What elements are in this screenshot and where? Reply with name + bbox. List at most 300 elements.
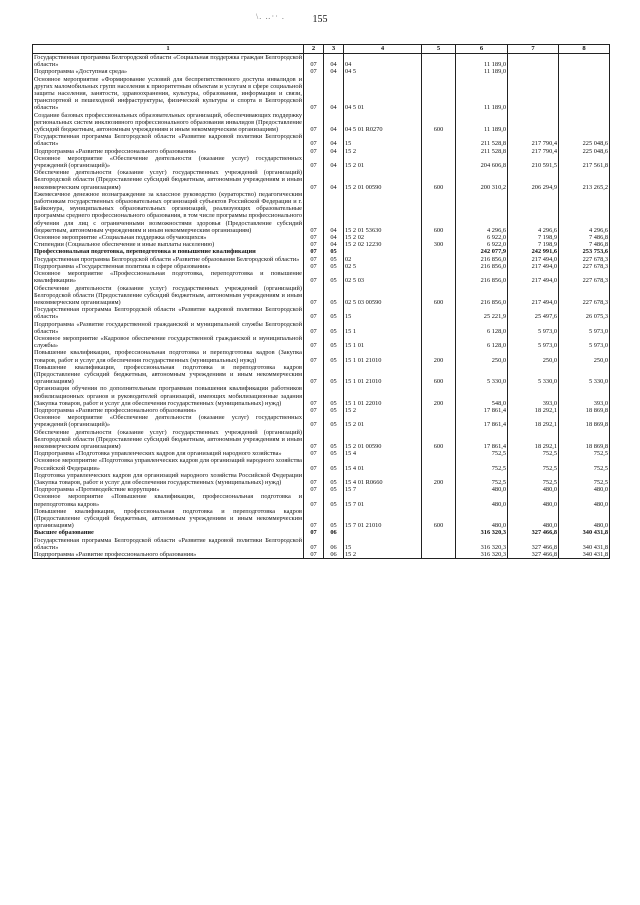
row-name-cell: Основное мероприятие «Обеспечение деятельности (оказание услуг) государственных учреждений (организаций)»: [34, 414, 302, 429]
amount-year3-cell: 213 265,2: [559, 169, 610, 191]
row-name-cell: Основное мероприятие «Подготовка управленческих кадров для организаций народного хозяйства Российской Федерации»: [34, 457, 302, 472]
subsection-code-cell: 05: [324, 508, 344, 530]
target-article-cell: 15 1 01 22010: [344, 385, 422, 407]
amount-year2-cell: [508, 54, 559, 69]
amount-year2-cell: 217 494,0: [508, 285, 559, 307]
amount-year3-cell: 227 678,3: [559, 285, 610, 307]
row-name-cell: Высшее образование: [33, 529, 304, 536]
column-header: 4: [344, 45, 422, 54]
amount-year2-cell: 217 494,0: [508, 263, 559, 270]
amount-year2-cell: 752,5: [508, 450, 559, 457]
amount-year3-cell: 18 869,8: [559, 407, 610, 414]
table-header-row: [33, 45, 610, 54]
section-code-cell: 07: [304, 263, 324, 270]
expense-type-cell: [422, 486, 456, 493]
target-article-cell: 15 2 01 00590: [344, 169, 422, 191]
column-header: 7: [508, 45, 559, 54]
section-code-cell: 07: [304, 407, 324, 414]
expense-type-cell: [422, 450, 456, 457]
expense-type-cell: 600: [422, 285, 456, 307]
amount-year2-cell: 327 466,8: [508, 551, 559, 559]
column-header: 3: [324, 45, 344, 54]
amount-year2-cell: 18 292,1: [508, 414, 559, 428]
subsection-code-cell: 04: [324, 241, 344, 248]
subsection-code-cell: 04: [324, 133, 344, 147]
target-article-cell: 15 1: [344, 321, 422, 335]
expense-type-cell: 200: [422, 349, 456, 363]
amount-year3-cell: 4 296,6: [559, 191, 610, 234]
amount-year1-cell: 204 606,8: [456, 155, 508, 169]
amount-year2-cell: 18 292,1: [508, 429, 559, 451]
row-name-cell: Профессиональная подготовка, переподготовка и повышение квалификации: [33, 248, 304, 255]
amount-year1-cell: 6 922,0: [456, 234, 508, 241]
section-code-cell: 07: [304, 241, 324, 248]
amount-year2-cell: 242 991,6: [508, 248, 559, 255]
row-name-cell: Основное мероприятие «Кадровое обеспечение государственной гражданской и муниципальной службы»: [34, 334, 302, 350]
amount-year3-cell: 340 431,8: [559, 537, 610, 551]
amount-year2-cell: [508, 76, 559, 112]
expense-type-cell: [422, 414, 456, 428]
table-row: [33, 529, 610, 536]
amount-year3-cell: 227 678,3: [559, 270, 610, 284]
expense-type-cell: [422, 248, 456, 255]
section-code-cell: 07: [304, 335, 324, 349]
target-article-cell: 15 2 01 53630: [344, 191, 422, 234]
section-code-cell: 07: [304, 472, 324, 486]
table-row: [33, 551, 610, 559]
amount-year2-cell: 327 466,8: [508, 529, 559, 536]
row-name-cell: Государственная программа Белгородской области «Развитие кадровой политики Белгородской области»: [34, 133, 302, 148]
section-code-cell: 07: [304, 414, 324, 428]
target-article-cell: 15 1 01 21010: [344, 349, 422, 363]
row-name-cell: Подпрограмма «Доступная среда»: [33, 68, 304, 75]
amount-year3-cell: 340 431,8: [559, 529, 610, 536]
section-code-cell: 07: [304, 457, 324, 471]
subsection-code-cell: 04: [324, 155, 344, 169]
amount-year3-cell: 26 075,3: [559, 306, 610, 320]
amount-year1-cell: 6 922,0: [456, 241, 508, 248]
amount-year3-cell: 5 330,0: [559, 364, 610, 386]
amount-year2-cell: 7 198,9: [508, 241, 559, 248]
row-name-cell: Подпрограмма «Государственная политика в сфере образования»: [33, 263, 304, 270]
expense-type-cell: [422, 321, 456, 335]
target-article-cell: 02: [344, 256, 422, 263]
subsection-code-cell: 05: [324, 270, 344, 284]
amount-year2-cell: 250,0: [508, 349, 559, 363]
amount-year1-cell: 316 320,3: [456, 551, 508, 559]
subsection-code-cell: 05: [324, 407, 344, 414]
column-header: 1: [33, 45, 304, 54]
target-article-cell: 15 2 02: [344, 234, 422, 241]
row-name-cell: Повышение квалификации, профессиональная подготовка и переподготовка кадров (Предоставление субсидий бюджетным, автономным учреждениям и иным некоммерческим организациям): [34, 363, 302, 386]
amount-year3-cell: 340 431,8: [559, 551, 610, 559]
row-name-cell: Подпрограмма «Развитие профессионального образования»: [33, 551, 304, 559]
column-header: 5: [422, 45, 456, 54]
amount-year1-cell: 216 856,0: [456, 256, 508, 263]
expense-type-cell: 600: [422, 429, 456, 451]
subsection-code-cell: 05: [324, 349, 344, 363]
expense-type-cell: [422, 76, 456, 112]
amount-year1-cell: 250,0: [456, 349, 508, 363]
amount-year3-cell: 225 048,6: [559, 133, 610, 147]
amount-year2-cell: 217 790,4: [508, 133, 559, 147]
table-row: [33, 133, 610, 147]
amount-year3-cell: 18 869,8: [559, 429, 610, 451]
amount-year1-cell: 216 856,0: [456, 285, 508, 307]
table-row: [33, 191, 610, 234]
amount-year1-cell: 216 856,0: [456, 270, 508, 284]
expense-type-cell: 300: [422, 241, 456, 248]
amount-year3-cell: 253 753,6: [559, 248, 610, 255]
table-row: [33, 112, 610, 134]
target-article-cell: 15 2 01 00590: [344, 429, 422, 451]
target-article-cell: 15: [344, 537, 422, 551]
subsection-code-cell: 04: [324, 76, 344, 112]
expense-type-cell: [422, 537, 456, 551]
amount-year3-cell: [559, 68, 610, 75]
subsection-code-cell: 05: [324, 385, 344, 407]
target-article-cell: 15 4: [344, 450, 422, 457]
table-row: [33, 248, 610, 255]
target-article-cell: 15 7: [344, 486, 422, 493]
amount-year1-cell: 752,5: [456, 450, 508, 457]
subsection-code-cell: 05: [324, 493, 344, 507]
section-code-cell: 07: [304, 54, 324, 69]
expense-type-cell: [422, 529, 456, 536]
subsection-code-cell: 05: [324, 321, 344, 335]
target-article-cell: 02 5: [344, 263, 422, 270]
amount-year1-cell: 316 320,3: [456, 537, 508, 551]
expense-type-cell: [422, 133, 456, 147]
row-name-cell: Организация обучения по дополнительным программам повышения квалификации работников мобилизационных органов и руководителей организаций, имеющих мобилизационные задания (Закупка товаров, работ и услуг для обеспечения государственных (муниципальных) нужд): [34, 385, 302, 407]
section-code-cell: 07: [304, 76, 324, 112]
target-article-cell: [344, 248, 422, 255]
amount-year2-cell: 18 292,1: [508, 407, 559, 414]
amount-year1-cell: 17 861,4: [456, 407, 508, 414]
section-code-cell: 07: [304, 364, 324, 386]
table-row: [33, 429, 610, 451]
amount-year1-cell: 211 528,8: [456, 133, 508, 147]
table-row: [33, 493, 610, 507]
target-article-cell: 04 5 01: [344, 76, 422, 112]
target-article-cell: 15 2 01: [344, 155, 422, 169]
section-code-cell: 07: [304, 486, 324, 493]
subsection-code-cell: 04: [324, 191, 344, 234]
expense-type-cell: [422, 407, 456, 414]
expense-type-cell: [422, 335, 456, 349]
subsection-code-cell: 05: [324, 248, 344, 255]
amount-year1-cell: 11 189,0: [456, 76, 508, 112]
section-code-cell: 07: [304, 450, 324, 457]
amount-year2-cell: 25 497,6: [508, 306, 559, 320]
scan-artifact-mark: \. ‥·· .: [256, 12, 285, 21]
section-code-cell: 07: [304, 349, 324, 363]
subsection-code-cell: 06: [324, 529, 344, 536]
amount-year2-cell: 480,0: [508, 493, 559, 507]
subsection-code-cell: 05: [324, 429, 344, 451]
amount-year2-cell: 752,5: [508, 457, 559, 471]
amount-year1-cell: 25 221,9: [456, 306, 508, 320]
section-code-cell: 07: [304, 529, 324, 536]
expense-type-cell: 600: [422, 112, 456, 134]
target-article-cell: 15: [344, 133, 422, 147]
amount-year1-cell: 6 128,0: [456, 335, 508, 349]
amount-year2-cell: [508, 112, 559, 134]
subsection-code-cell: 05: [324, 472, 344, 486]
row-name-cell: Ежемесячное денежное вознаграждение за классное руководство (кураторство) педагогическим работникам государственных образовательных организаций субъектов Российской Федерации и г. Байконура, муниципальных образовательных организаций, реализующих образовательные программы среднего профессионального образования, в том числе программы профессионального обучения для лиц с ограниченными возможностями здоровья (Предоставление субсидий бюджетным, автономным учреждениям и иным некоммерческим организациям): [34, 190, 302, 234]
amount-year3-cell: 225 048,6: [559, 148, 610, 155]
section-code-cell: 07: [304, 551, 324, 559]
section-code-cell: 07: [304, 537, 324, 551]
table-row: [33, 486, 610, 493]
row-name-cell: Подпрограмма «Развитие государственной гражданской и муниципальной службы Белгородской области»: [34, 320, 302, 335]
row-name-cell: Обеспечение деятельности (оказание услуг) государственных учреждений (организаций) Белгородской области (Предоставление субсидий бюджетным, автономным учреждениям и иным некоммерческим организациям): [34, 284, 302, 306]
amount-year3-cell: 480,0: [559, 486, 610, 493]
section-code-cell: 07: [304, 270, 324, 284]
amount-year2-cell: 7 198,9: [508, 234, 559, 241]
row-name-cell: Основное мероприятие «Повышение квалификации, профессиональная подготовка и переподготовка кадров»: [34, 493, 302, 508]
amount-year3-cell: 227 678,3: [559, 256, 610, 263]
row-name-cell: Подготовка управленческих кадров для организаций народного хозяйства Российской Федерации (Закупка товаров, работ и услуг для обеспечения государственных (муниципальных) нужд): [34, 471, 302, 486]
row-name-cell: Основное мероприятие «Обеспечение деятельности (оказание услуг) государственных учреждений (организаций)»: [34, 154, 302, 170]
table-row: [33, 68, 610, 75]
expense-type-cell: 200: [422, 472, 456, 486]
subsection-code-cell: 06: [324, 537, 344, 551]
subsection-code-cell: 05: [324, 486, 344, 493]
target-article-cell: 15 7 01: [344, 493, 422, 507]
row-name-cell: Подпрограмма «Подготовка управленческих кадров для организаций народного хозяйства»: [33, 450, 304, 457]
amount-year3-cell: [559, 54, 610, 69]
subsection-code-cell: 05: [324, 285, 344, 307]
amount-year1-cell: 242 077,9: [456, 248, 508, 255]
target-article-cell: 15 1 01: [344, 335, 422, 349]
row-name-cell: Создание базовых профессиональных образовательных организаций, обеспечивающих поддержку региональных систем инклюзивного профессионального образования инвалидов (Предоставление субсидий бюджетным, автономным учреждениям и иным некоммерческим организациям): [34, 111, 302, 134]
subsection-code-cell: 04: [324, 54, 344, 69]
amount-year1-cell: 216 856,0: [456, 263, 508, 270]
amount-year3-cell: 752,5: [559, 457, 610, 471]
row-name-cell: Обеспечение деятельности (оказание услуг) государственных учреждений (организаций) Белгородской области (Предоставление субсидий бюджетным, автономным учреждениям и иным некоммерческим организациям): [34, 169, 302, 191]
target-article-cell: 15 2: [344, 407, 422, 414]
target-article-cell: [344, 529, 422, 536]
budget-table: [32, 44, 610, 559]
subsection-code-cell: 04: [324, 112, 344, 134]
table-row: [33, 234, 610, 241]
table-row: [33, 335, 610, 349]
target-article-cell: 15 2 02 12230: [344, 241, 422, 248]
table-body: [33, 54, 610, 559]
row-name-cell: Основное мероприятие «Профессиональная подготовка, переподготовка и повышение квалификации»: [34, 270, 302, 285]
amount-year1-cell: 752,5: [456, 472, 508, 486]
section-code-cell: 07: [304, 256, 324, 263]
subsection-code-cell: 04: [324, 169, 344, 191]
amount-year1-cell: 548,0: [456, 385, 508, 407]
amount-year2-cell: 4 296,6: [508, 191, 559, 234]
table-row: [33, 407, 610, 414]
expense-type-cell: [422, 263, 456, 270]
amount-year3-cell: 227 678,3: [559, 263, 610, 270]
amount-year1-cell: 11 189,0: [456, 68, 508, 75]
amount-year1-cell: 752,5: [456, 457, 508, 471]
table-row: [33, 285, 610, 307]
amount-year2-cell: 210 591,5: [508, 155, 559, 169]
expense-type-cell: [422, 306, 456, 320]
target-article-cell: 04 5 01 R0270: [344, 112, 422, 134]
amount-year2-cell: 480,0: [508, 486, 559, 493]
expense-type-cell: [422, 155, 456, 169]
row-name-cell: Основное мероприятие «Формирование условий для беспрепятственного доступа инвалидов и других маломобильных групп населения к приоритетным объектам и услугам в сфере социальной защиты населения, занятости, здравоохранения, культуры, образования, информации и связи, транспортной и пешеходной инфраструктуры, физической культуры и спорта в Белгородской области»: [34, 75, 302, 112]
table-row: [33, 306, 610, 320]
table-row: [33, 155, 610, 169]
table-row: [33, 241, 610, 248]
amount-year1-cell: 480,0: [456, 508, 508, 530]
amount-year1-cell: 6 128,0: [456, 321, 508, 335]
amount-year2-cell: 5 973,0: [508, 335, 559, 349]
table-row: [33, 321, 610, 335]
amount-year2-cell: 217 494,0: [508, 270, 559, 284]
target-article-cell: 15 4 01 R0660: [344, 472, 422, 486]
table-row: [33, 508, 610, 530]
amount-year1-cell: 17 861,4: [456, 414, 508, 428]
expense-type-cell: [422, 551, 456, 559]
expense-type-cell: 600: [422, 169, 456, 191]
amount-year2-cell: 327 466,8: [508, 537, 559, 551]
amount-year3-cell: 480,0: [559, 508, 610, 530]
amount-year3-cell: 5 973,0: [559, 321, 610, 335]
target-article-cell: 02 5 03 00590: [344, 285, 422, 307]
row-name-cell: Основное мероприятие «Социальная поддержка обучающихся»: [33, 234, 304, 241]
expense-type-cell: [422, 148, 456, 155]
section-code-cell: 07: [304, 148, 324, 155]
amount-year2-cell: 5 973,0: [508, 321, 559, 335]
table-row: [33, 263, 610, 270]
section-code-cell: 07: [304, 234, 324, 241]
expense-type-cell: [422, 68, 456, 75]
expense-type-cell: 200: [422, 385, 456, 407]
amount-year2-cell: 393,0: [508, 385, 559, 407]
table-row: [33, 148, 610, 155]
expense-type-cell: 600: [422, 508, 456, 530]
amount-year1-cell: 4 296,6: [456, 191, 508, 234]
table-row: [33, 169, 610, 191]
subsection-code-cell: 05: [324, 256, 344, 263]
amount-year2-cell: 5 330,0: [508, 364, 559, 386]
amount-year1-cell: 17 861,4: [456, 429, 508, 451]
expense-type-cell: [422, 234, 456, 241]
amount-year2-cell: 206 294,9: [508, 169, 559, 191]
section-code-cell: 07: [304, 133, 324, 147]
row-name-cell: Государственная программа Белгородской области «Развитие образования Белгородской области»: [33, 256, 304, 263]
expense-type-cell: [422, 256, 456, 263]
row-name-cell: Подпрограмма «Развитие профессионального образования»: [33, 407, 304, 414]
section-code-cell: 07: [304, 191, 324, 234]
amount-year3-cell: 250,0: [559, 349, 610, 363]
expense-type-cell: [422, 457, 456, 471]
section-code-cell: 07: [304, 169, 324, 191]
amount-year2-cell: 480,0: [508, 508, 559, 530]
subsection-code-cell: 04: [324, 148, 344, 155]
target-article-cell: 15 4 01: [344, 457, 422, 471]
subsection-code-cell: 05: [324, 364, 344, 386]
section-code-cell: 07: [304, 285, 324, 307]
amount-year3-cell: 7 486,8: [559, 234, 610, 241]
amount-year1-cell: 11 189,0: [456, 112, 508, 134]
section-code-cell: 07: [304, 306, 324, 320]
section-code-cell: 07: [304, 321, 324, 335]
amount-year3-cell: [559, 76, 610, 112]
amount-year3-cell: 217 561,8: [559, 155, 610, 169]
column-header: 8: [559, 45, 610, 54]
amount-year3-cell: 752,5: [559, 472, 610, 486]
table-row: [33, 414, 610, 428]
row-name-cell: Подпрограмма «Развитие профессионального образования»: [33, 148, 304, 155]
amount-year2-cell: 217 790,4: [508, 148, 559, 155]
section-code-cell: 07: [304, 68, 324, 75]
amount-year1-cell: 11 189,0: [456, 54, 508, 69]
table-row: [33, 537, 610, 551]
column-header: 6: [456, 45, 508, 54]
row-name-cell: Стипендии (Социальное обеспечение и иные выплаты населению): [33, 241, 304, 248]
amount-year1-cell: 200 310,2: [456, 169, 508, 191]
amount-year3-cell: 5 973,0: [559, 335, 610, 349]
subsection-code-cell: 05: [324, 263, 344, 270]
amount-year1-cell: 480,0: [456, 493, 508, 507]
row-name-cell: Повышение квалификации, профессиональная подготовка и переподготовка кадров (Предоставление субсидий бюджетным, автономным учреждениям и иным некоммерческим организациям): [34, 507, 302, 530]
amount-year1-cell: 480,0: [456, 486, 508, 493]
target-article-cell: 04 5: [344, 68, 422, 75]
table-row: [33, 270, 610, 284]
subsection-code-cell: 04: [324, 68, 344, 75]
table-row: [33, 349, 610, 363]
subsection-code-cell: 05: [324, 306, 344, 320]
section-code-cell: 07: [304, 385, 324, 407]
target-article-cell: 15 1 01 21010: [344, 364, 422, 386]
amount-year1-cell: 211 528,8: [456, 148, 508, 155]
target-article-cell: 02 5 03: [344, 270, 422, 284]
target-article-cell: 15 2: [344, 148, 422, 155]
expense-type-cell: 600: [422, 191, 456, 234]
subsection-code-cell: 05: [324, 457, 344, 471]
target-article-cell: 15: [344, 306, 422, 320]
section-code-cell: 07: [304, 493, 324, 507]
row-name-cell: Подпрограмма «Противодействие коррупции»: [33, 486, 304, 493]
row-name-cell: Государственная программа Белгородской области «Развитие кадровой политики Белгородской области»: [34, 306, 302, 321]
section-code-cell: 07: [304, 429, 324, 451]
amount-year2-cell: [508, 68, 559, 75]
subsection-code-cell: 05: [324, 414, 344, 428]
amount-year3-cell: 393,0: [559, 385, 610, 407]
table-row: [33, 472, 610, 486]
amount-year2-cell: 752,5: [508, 472, 559, 486]
table-row: [33, 450, 610, 457]
amount-year3-cell: 18 869,8: [559, 414, 610, 428]
subsection-code-cell: 05: [324, 335, 344, 349]
amount-year3-cell: [559, 112, 610, 134]
subsection-code-cell: 05: [324, 450, 344, 457]
amount-year2-cell: 217 494,0: [508, 256, 559, 263]
amount-year3-cell: 480,0: [559, 493, 610, 507]
page-number: 155: [312, 14, 328, 25]
section-code-cell: 07: [304, 112, 324, 134]
table-row: [33, 76, 610, 112]
subsection-code-cell: 06: [324, 551, 344, 559]
table-row: [33, 256, 610, 263]
section-code-cell: 07: [304, 155, 324, 169]
table-row: [33, 364, 610, 386]
section-code-cell: 07: [304, 248, 324, 255]
amount-year1-cell: 316 320,3: [456, 529, 508, 536]
row-name-cell: Государственная программа Белгородской области «Развитие кадровой политики Белгородской области»: [34, 536, 302, 551]
amount-year3-cell: 7 486,8: [559, 241, 610, 248]
